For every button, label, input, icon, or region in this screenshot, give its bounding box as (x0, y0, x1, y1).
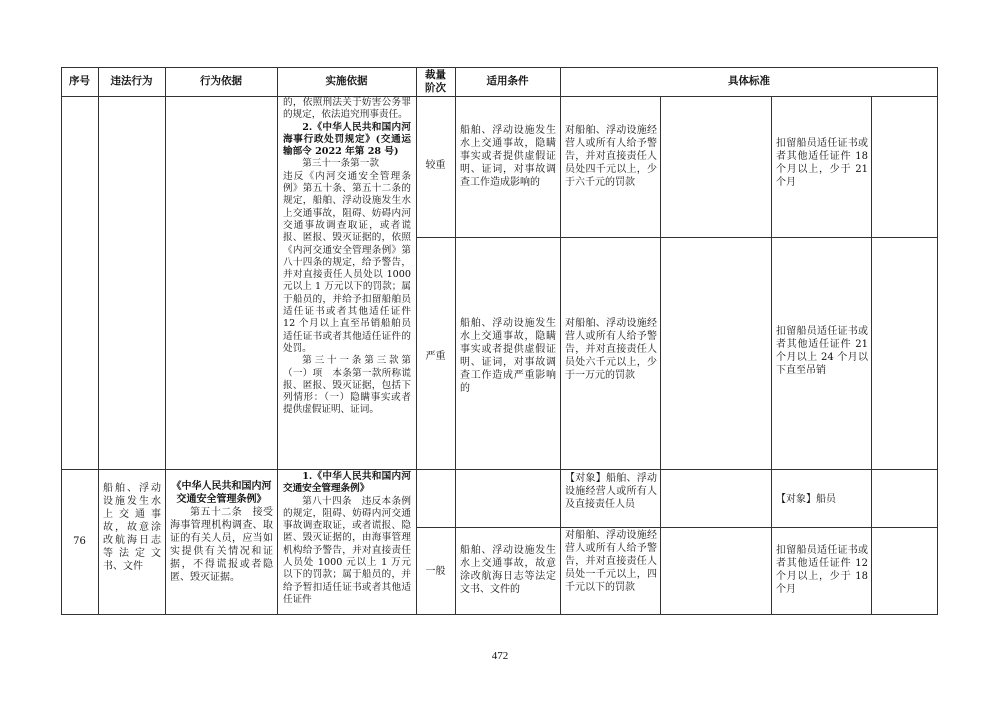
basis-title-76: 《中华人民共和国内河交通安全管理条例》 (171, 481, 272, 505)
condition-serious: 船舶、浮动设施发生水上交通事故，隐瞒事实或者提供虚假证明、证词，对事故调查工作造成严重影响的 (460, 318, 556, 394)
impl-text-tail: 的，依照刑法关于妨害公务罪的规定，依法追究刑事责任。 (283, 97, 411, 121)
header-standard: 具体标准 (728, 75, 770, 87)
col-border (61, 67, 62, 614)
condition-general: 船舶、浮动设施发生水上交通事故，故意涂改航海日志等法定文书、文件的 (460, 545, 556, 595)
header-level: 裁量阶次 (425, 68, 446, 94)
header-impl-basis: 实施依据 (325, 75, 368, 87)
col-border (416, 67, 417, 614)
basis-76 (170, 480, 273, 584)
level-general: 一般 (425, 566, 446, 577)
header-seq: 序号 (69, 75, 90, 87)
col-border (455, 67, 456, 614)
impl-article-clause: 第三十一条第三款第（一）项 本条第一款所称谎报、匿报、毁灭证据，包括下列情形：（一）隐瞒事实或者提供虚假证明、证词。 (283, 355, 411, 416)
standard-a-serious: 对船舶、浮动设施经营人或所有人给予警告，并对直接责任人员处六千元以上，少于一万元的罚款 (565, 318, 657, 381)
standard-b-general: 扣留船员适任证书或者其他适任证件 12 个月以上，少于 18 个月 (776, 545, 868, 595)
penalty-standard-table (61, 67, 938, 615)
object-a-76: 【对象】船舶、浮动设施经营人或所有人及直接责任人员 (565, 473, 657, 510)
basis-text-76: 第五十二条 接受海事管理机构调查、取证的有关人员，应当如实提供有关情况和证据，不得谎报或者隐匿、毁灭证据。 (170, 507, 273, 583)
row-border-serious (416, 237, 938, 238)
impl-basis-continuation (283, 97, 411, 417)
col-border (277, 67, 278, 614)
row-border-item76 (61, 469, 938, 470)
standard-b-serious: 扣留船员适任证书或者其他适任证件 21 个月以上 24 个月以下直至吊销 (776, 326, 868, 376)
standard-b-heavy: 扣留船员适任证书或者其他适任证件 18 个月以上，少于 21 个月 (776, 138, 868, 188)
level-serious: 严重 (425, 351, 446, 362)
table-bottom-border (61, 614, 938, 615)
col-border (560, 67, 561, 614)
level-heavy: 较重 (425, 160, 446, 171)
condition-heavy: 船舶、浮动设施发生水上交通事故，隐瞒事实或者提供虚假证明、证词，对事故调查工作造成影响的 (460, 125, 556, 188)
page-number: 472 (491, 650, 509, 662)
impl-article-ref: 第三十一条第一款 (302, 158, 379, 170)
header-violation: 违法行为 (110, 75, 153, 87)
col-border (165, 67, 166, 614)
col-border (660, 96, 661, 614)
header-bottom-border (61, 96, 938, 97)
header-condition: 适用条件 (486, 75, 529, 87)
col-border (871, 96, 872, 614)
row-border-general (416, 527, 938, 528)
standard-a-general: 对船舶、浮动设施经营人或所有人给予警告，并对直接责任人员处一千元以上，四千元以下的罚款 (565, 530, 657, 593)
col-border (98, 67, 99, 614)
impl-title-76: 1.《中华人民共和国内河交通安全管理条例》 (283, 471, 411, 495)
violation-76: 船舶、浮动设施发生水上交通事故，故意涂改航海日志等法定文书、文件 (103, 483, 161, 572)
object-b-76: 【对象】船员 (776, 494, 836, 505)
col-border (937, 67, 938, 614)
col-border (771, 96, 772, 614)
impl-regulation-title: 2.《中华人民共和国内河海事行政处罚规定》(交通运输部令 2022 年第 28 号) (283, 121, 411, 158)
header-basis: 行为依据 (200, 75, 242, 87)
standard-a-heavy: 对船舶、浮动设施经营人或所有人给予警告，并对直接责任人员处四千元以上，少于六千元的罚款 (565, 125, 657, 188)
seq-76: 76 (73, 536, 86, 547)
impl-text-76: 第八十四条 违反本条例的规定，阻碍、妨碍内河交通事故调查取证，或者谎报、隐匿、毁灭证据的，由海事管理机构给予警告，并对直接责任人员处 1000 元以上 1 万元以下的罚款；属于船员的，并给予暂扣适任证书或者其他适任证件 (283, 495, 411, 605)
impl-article-text: 违反《内河交通安全管理条例》第五十条、第五十二条的规定，船舶、浮动设施发生水上交通事故，阻碍、妨碍内河交通事故调查取证，或者谎报、匿报、毁灭证据的，依照《内河交通安全管理条例》第八十四条的规定，给予警告，并对直接责任人员处以 1000 元以上 1 万元以下的罚款；属于船员的，并给予扣留船舶员适任证书或者其他适任证件 12 个月以上直至吊销船舶员适任证书或者其他适任证件的处罚。 (283, 170, 411, 354)
impl-basis-76 (283, 471, 411, 606)
